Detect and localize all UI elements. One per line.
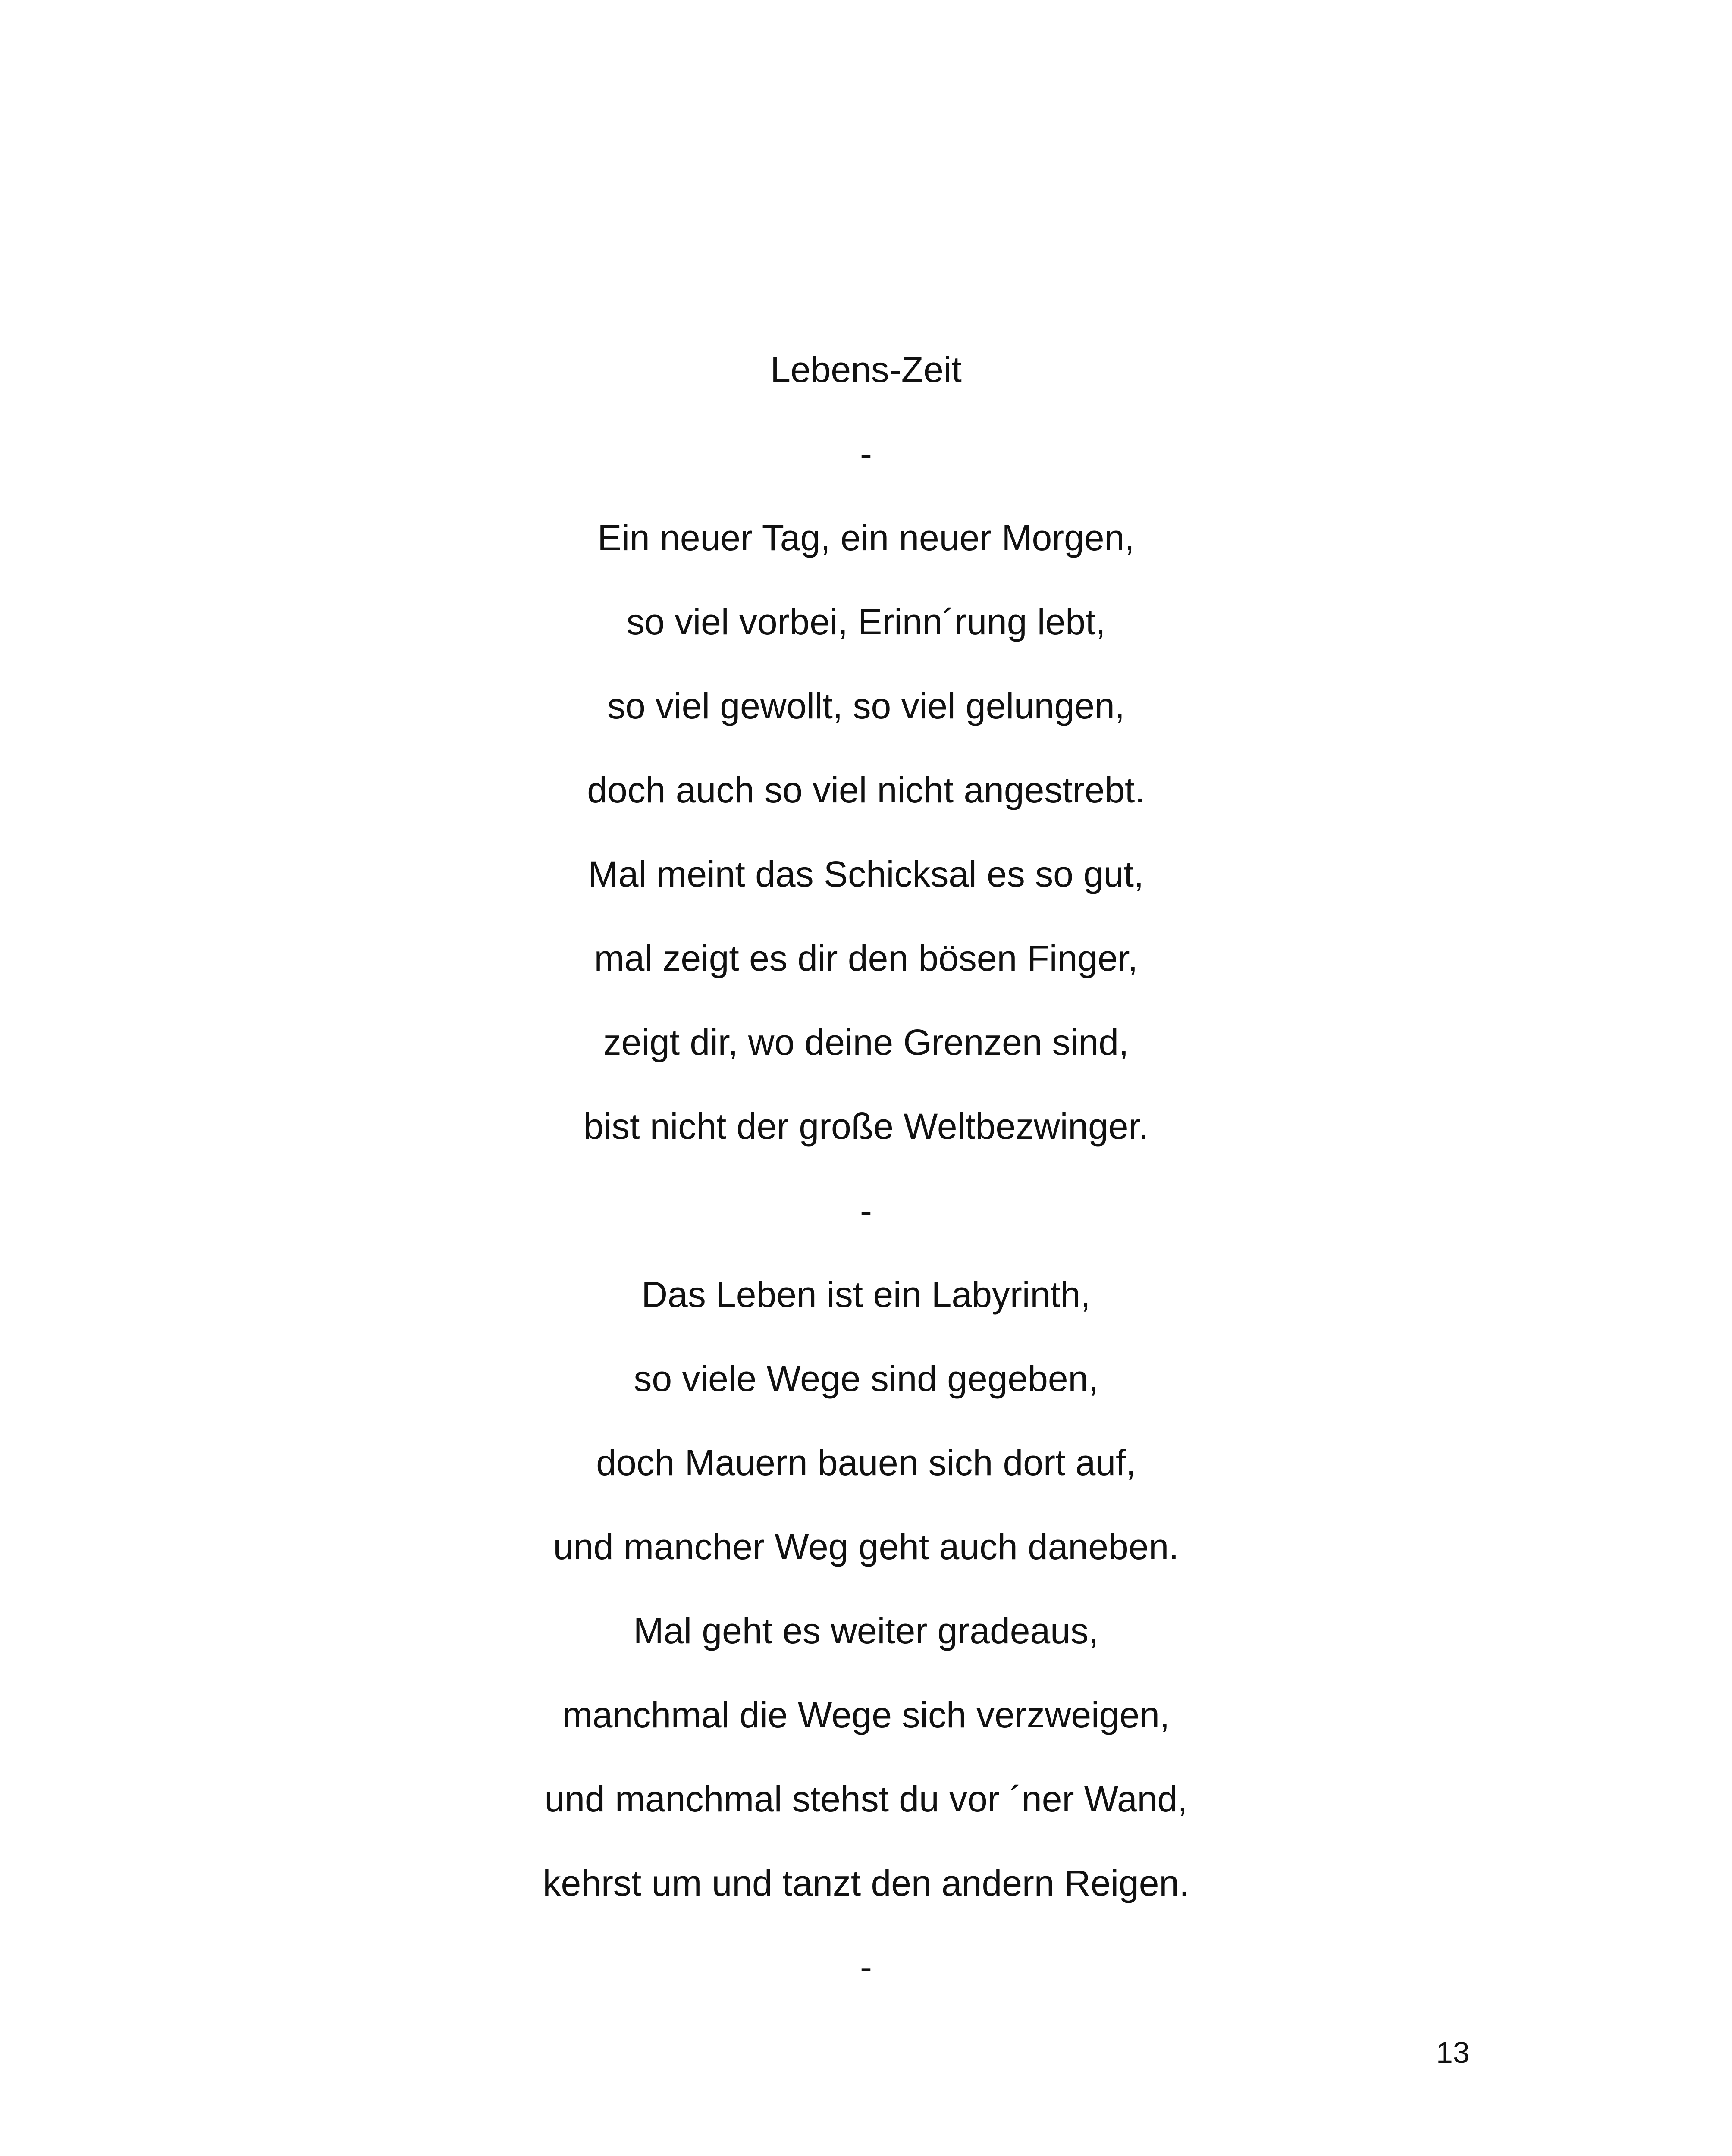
poem-line: Mal geht es weiter gradeaus,	[633, 1611, 1099, 1651]
poem-line: so viele Wege sind gegeben,	[634, 1358, 1098, 1399]
poem-line: Mal meint das Schicksal es so gut,	[588, 854, 1144, 894]
poem-line: zeigt dir, wo deine Grenzen sind,	[603, 1022, 1129, 1062]
poem-line: Das Leben ist ein Labyrinth,	[641, 1274, 1091, 1315]
stanza-separator: -	[860, 1190, 872, 1231]
poem-line: so viel vorbei, Erinn´rung lebt,	[626, 602, 1106, 642]
poem-line: so viel gewollt, so viel gelungen,	[607, 686, 1125, 726]
poem-line: mal zeigt es dir den bösen Finger,	[594, 938, 1138, 978]
poem-line: doch auch so viel nicht angestrebt.	[587, 770, 1145, 810]
stanza-separator: -	[860, 433, 872, 474]
poem-line: bist nicht der große Weltbezwinger.	[583, 1106, 1149, 1147]
poem-line: und mancher Weg geht auch daneben.	[553, 1526, 1179, 1567]
poem-line: und manchmal stehst du vor ´ner Wand,	[544, 1779, 1188, 1819]
poem-line: kehrst um und tanzt den andern Reigen.	[543, 1863, 1189, 1903]
poem	[0, 328, 1732, 2009]
page-number: 13	[1436, 2036, 1470, 2069]
poem-title: Lebens-Zeit	[770, 349, 962, 390]
poem-line: Ein neuer Tag, ein neuer Morgen,	[597, 517, 1135, 558]
poem-line: doch Mauern bauen sich dort auf,	[596, 1442, 1136, 1483]
poem-line: manchmal die Wege sich verzweigen,	[562, 1695, 1170, 1735]
stanza-separator: -	[860, 1947, 872, 1987]
